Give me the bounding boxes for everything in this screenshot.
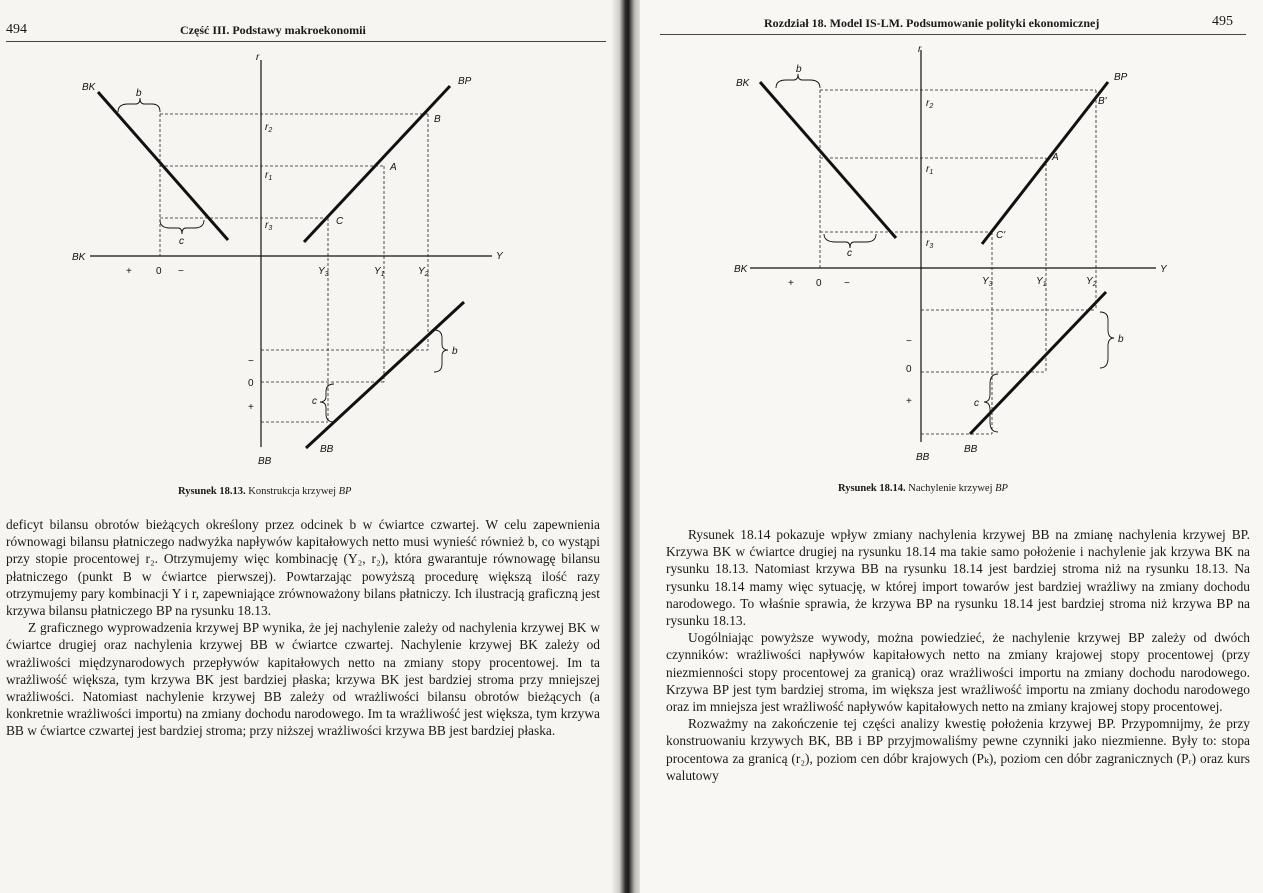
label-c-left: c [974, 398, 979, 409]
figure-18-14-diagram [720, 42, 1190, 462]
caption-label: Rysunek 18.13. [178, 486, 246, 497]
page-number: 495 [1212, 14, 1233, 29]
guide-lines [820, 90, 1096, 434]
body-text [666, 526, 1250, 784]
brace-b-right [434, 330, 448, 372]
caption-text: Nachylenie krzywej [908, 483, 993, 494]
label-bb-axis: BB [258, 456, 272, 467]
label-bk-axis: BK [72, 252, 86, 263]
bk-curve [760, 82, 896, 238]
label-bb-curve: BB [964, 444, 978, 455]
header-rule [6, 41, 606, 42]
point-a: A [1052, 152, 1059, 163]
paragraph: Z graficznego wyprowadzenia krzywej BP wynika, że jej nachylenie zależy od nachylenia krzywej BK w ćwiartce drugiej oraz nachylenia krzywej BB w ćwiartce czwartej. Nachylenie krzywej BK zależy od wrażliwości międzynarodowych przepływów kapitałowych netto na zmiany stopy procentowej. Im ta wrażliwość większa, tym krzywa BK jest bardziej płaska; krzywa BK jest bardziej stroma przy mniejszej wrażliwości. Natomiast nachylenie krzywej BB zależy od wrażliwości bilansu obrotów bieżących (a konkretnie wrażliwości importu) na zmiany dochodu narodowego. Im ta wrażliwość jest większa, tym krzywa BB w ćwiartce czwartej jest bardziej stroma; przy niższej wrażliwości krzywa BB jest bardziej płaska. [6, 620, 600, 739]
point-a: A [390, 162, 397, 173]
running-head: Rozdział 18. Model IS-LM. Podsumowanie polityki ekonomicznej [764, 16, 1100, 30]
paragraph: Uogólniając powyższe wywody, można powiedzieć, że nachylenie krzywej BP zależy od dwóch czynników: wrażliwości napływów kapitałowych netto na zmiany krajowej stopy procentowej (przy niezmienności stopy procentowej za granicą) oraz wrażliwości importu na zmiany dochodu narodowego. Krzywa BP jest tym bardziej stroma, im większa jest wrażliwość importu na zmiany dochodu narodowego oraz im mniejsza jest wrażliwość napływów kapitałowych netto na zmiany krajowej stopy procentowej. [666, 630, 1250, 715]
point-c: C [336, 216, 344, 227]
sign-zero-q2: 0 [816, 278, 822, 289]
axis-label-y: Y [1160, 264, 1167, 275]
label-bp: BP [1114, 72, 1128, 83]
label-bb-curve: BB [320, 444, 334, 455]
axis-label-r: r [256, 52, 260, 63]
paragraph: Rysunek 18.14 pokazuje wpływ zmiany nachylenia krzywej BB na zmianę nachylenia krzywej BP. Krzywa BK w ćwiartce drugiej na rysunku 18.14 ma takie samo położenie i nachylenie jak krzywa BK na rysunku 18.13. Natomiast krzywa BB na rysunku 18.14 jest bardziej stroma niż na rysunku 18.13. Na rysunku 18.14 mamy więc sytuację, w której import towarów jest bardziej wrażliwy na zmiany dochodu narodowego. To właśnie sprawia, że krzywa BP na rysunku 18.14 jest bardziej stroma niż krzywa BP na rysunku 18.13. [666, 527, 1250, 629]
figure-18-13 [60, 52, 530, 472]
sign-minus-q4: − [906, 336, 912, 347]
caption-italic: BP [995, 483, 1008, 494]
label-y1: $Y_1$ [374, 266, 385, 278]
label-r3: $r_3$ [265, 220, 273, 232]
page-number: 494 [6, 22, 27, 37]
label-bk-top: BK [82, 82, 96, 93]
point-b-prime: B' [1098, 96, 1107, 107]
bb-curve [306, 302, 464, 448]
sign-minus-q2: − [844, 278, 850, 289]
sign-plus-q2: + [126, 266, 132, 277]
label-bb-axis: BB [916, 452, 930, 462]
guide-lines [160, 114, 428, 422]
label-b-top: b [796, 64, 802, 75]
label-b-right: b [1118, 334, 1124, 345]
label-y3: $Y_3$ [982, 276, 993, 288]
header-rule [660, 34, 1246, 35]
brace-b-top [118, 98, 160, 112]
label-y2: $Y_2$ [1086, 276, 1097, 288]
running-head: Część III. Podstawy makroekonomii [180, 23, 366, 37]
paragraph: Rozważmy na zakończenie tej części analizy kwestię położenia krzywej BP. Przypomnijmy, że przy konstruowaniu krzywych BK, BB i BP przyjmowaliśmy pewne czynniki jako niezmienne. Były to: stopa procentowa za granicą (r₂), poziom cen dóbr krajowych (Pₖ), poziom cen dóbr zagranicznych (Pᵣ) oraz kurs walutowy [666, 716, 1250, 783]
label-bk-top: BK [736, 78, 750, 89]
brace-b-right [1100, 312, 1114, 368]
figure-caption [838, 483, 1008, 494]
figure-18-13-diagram [60, 52, 530, 472]
caption-label: Rysunek 18.14. [838, 483, 906, 494]
label-b-top: b [136, 88, 142, 99]
sign-plus-q4: + [906, 396, 912, 407]
caption-text: Konstrukcja krzywej [248, 486, 336, 497]
caption-italic: BP [338, 486, 352, 497]
point-c-prime: C' [996, 230, 1006, 241]
label-c-top: c [179, 236, 184, 247]
axis-label-r: r [918, 44, 922, 55]
figure-caption [178, 486, 351, 497]
label-r1: $r_1$ [265, 170, 273, 182]
label-bp: BP [458, 76, 472, 87]
sign-zero-q4: 0 [248, 378, 254, 389]
sign-minus-q2: − [178, 266, 184, 277]
label-r1: $r_1$ [926, 164, 934, 176]
paragraph: deficyt bilansu obrotów bieżących określony przez odcinek b w ćwiartce czwartej. W celu zapewnienia równowagi bilansu płatniczego nadwyżka napływów kapitałowych netto musi wynieść również b, co wystąpi przy stopie procentowej r₂. Otrzymujemy więc kombinację (Y₂, r₂), która gwarantuje równowagę bilansu płatniczego (punkt B w ćwiartce pierwszej). Powtarzając powyższą procedurę większą ilość razy otrzymujemy pary kombinacji Y i r, zapewniające zrównoważony bilans płatniczy. Ich ilustracją graficzną jest krzywa bilansu płatniczego BP na rysunku 18.13. [6, 517, 600, 619]
label-y1: $Y_1$ [1036, 276, 1047, 288]
brace-c-left [984, 374, 998, 432]
right-page [640, 0, 1263, 893]
label-b-right: b [452, 346, 458, 357]
body-text [6, 516, 600, 740]
sign-minus-q4: − [248, 356, 254, 367]
brace-c-top [160, 220, 204, 234]
sign-zero-q4: 0 [906, 364, 912, 375]
label-r3: $r_3$ [926, 238, 934, 250]
label-r2: $r_2$ [265, 122, 273, 134]
label-c-left: c [312, 396, 317, 407]
label-y2: $Y_2$ [418, 266, 429, 278]
sign-plus-q4: + [248, 402, 254, 413]
brace-c-top [824, 234, 876, 248]
sign-zero-q2: 0 [156, 266, 162, 277]
axis-label-y: Y [496, 251, 503, 262]
figure-18-14 [720, 42, 1190, 462]
left-page [0, 0, 616, 893]
brace-b-top [776, 74, 820, 88]
label-r2: $r_2$ [926, 98, 934, 110]
bp-curve [982, 82, 1108, 244]
book-gutter [612, 0, 642, 893]
label-y3: $Y_3$ [318, 266, 329, 278]
brace-c-left [320, 384, 334, 422]
label-c-top: c [847, 248, 852, 259]
point-b: B [434, 114, 441, 125]
label-bk-axis: BK [734, 264, 748, 275]
sign-plus-q2: + [788, 278, 794, 289]
